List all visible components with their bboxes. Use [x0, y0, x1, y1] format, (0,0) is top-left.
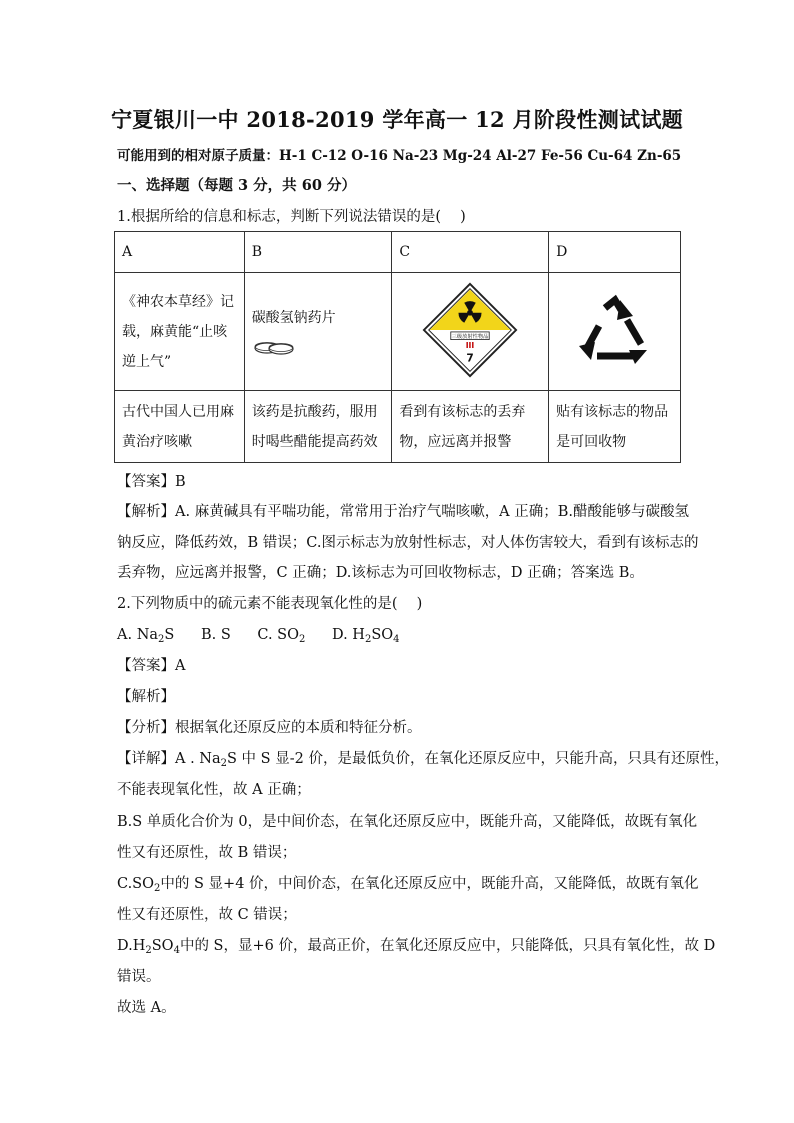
header-c: C [392, 232, 549, 273]
header-b: B [244, 232, 392, 273]
section-heading: 一、选择题（每题 3 分，共 60 分） [117, 177, 356, 194]
q2-conclusion: 故选 A。 [117, 1000, 176, 1016]
page-title: 宁夏银川一中 2018-2019 学年高一 12 月阶段性测试试题 [111, 107, 683, 132]
q2-stem: 2.下列物质中的硫元素不能表现氧化性的是( ) [117, 596, 423, 612]
q1-analysis-line2: 钠反应，降低药效，B 错误；C.图示标志为放射性标志，对人体伤害较大，看到有该标志的 [117, 535, 699, 551]
q1-answer: 【答案】B [117, 474, 186, 490]
q2-detail-b2: 性又有还原性，故 B 错误； [117, 845, 297, 861]
q2-detail-a1: 【详解】A . $Na_2S$ 中 S 显-2 价，是最低负价，在氧化还原反应中，只能升高，只具有还原性， [117, 751, 729, 769]
q2-option-a: A. $Na_2S$ [117, 627, 175, 645]
q2-option-c: C. $SO_2$ [257, 627, 306, 645]
q2-detail-c1: $C.SO_2$中的 S 显+4 价，中间价态，在氧化还原反应中，既能升高，又能降低，故既有氧化 [117, 876, 699, 894]
sign-label: 三级放射性物品 [451, 333, 489, 340]
q2-detail-a2: 不能表现氧化性，故 A 正确； [117, 782, 311, 798]
q2-option-b: B. S [200, 627, 231, 643]
q1-stem: 1.根据所给的信息和标志，判断下列说法错误的是( ) [117, 209, 466, 225]
statement-c [392, 391, 549, 463]
q2-detail-d2: 错误。 [117, 969, 161, 985]
q2-options [117, 625, 400, 650]
statement-a-text: 古代中国人已用麻黄治疗咳嗽 [122, 403, 234, 450]
q2-answer: 【答案】A [117, 658, 186, 674]
sign-roman: III [465, 340, 475, 350]
statement-d-text: 贴有该标志的物品是可回收物 [556, 403, 669, 450]
info-b-text: 碳酸氢钠药片 [251, 309, 336, 326]
header-a: A [115, 232, 245, 273]
radioactive-sign [392, 273, 549, 391]
q1-analysis-line3: 丢弃物，应远离并报警，C 正确；D.该标志为可回收物标志，D 正确；答案选 B。 [117, 565, 644, 581]
sign-class: 7 [466, 352, 474, 365]
q2-detail-b1: B.S 单质化合价为 0，是中间价态，在氧化还原反应中，既能升高，又能降低，故既有氧化 [117, 814, 698, 830]
info-a [115, 273, 245, 391]
q1-table [114, 231, 681, 463]
statement-b [244, 391, 392, 463]
pills-icon [252, 339, 385, 361]
recycle-icon [575, 294, 655, 366]
recycle-sign [549, 273, 681, 391]
q2-fenxi: 【分析】根据氧化还原反应的本质和特征分析。 [117, 720, 422, 736]
statement-d [549, 391, 681, 463]
header-d: D [549, 232, 681, 273]
q2-detail-d1: $D.H_2SO_4$中的 S，显+6 价，最高正价，在氧化还原反应中，只能降低，只具有氧化性，故 D [117, 938, 716, 956]
info-b [244, 273, 392, 391]
q1-analysis-line1: 【解析】A. 麻黄碱具有平喘功能，常常用于治疗气喘咳嗽，A 正确；B.醋酸能够与碳酸氢 [117, 504, 690, 520]
radioactive-icon [422, 282, 518, 378]
info-a-text: 《神农本草经》记载，麻黄能“止咳逆上气” [122, 293, 234, 370]
statement-c-text: 看到有该标志的丢弃物，应远离并报警 [399, 403, 526, 450]
q2-detail-c2: 性又有还原性，故 C 错误； [117, 907, 297, 923]
atomic-masses: 可能用到的相对原子质量：H-1 C-12 O-16 Na-23 Mg-24 Al-27 Fe-56 Cu-64 Zn-65 [117, 148, 682, 164]
q2-option-d: D. $H_2SO_4$ [331, 627, 400, 645]
q2-analysis-head: 【解析】 [117, 689, 175, 705]
statement-b-text: 该药是抗酸药，服用时喝些醋能提高药效 [251, 403, 378, 450]
statement-a [115, 391, 245, 463]
